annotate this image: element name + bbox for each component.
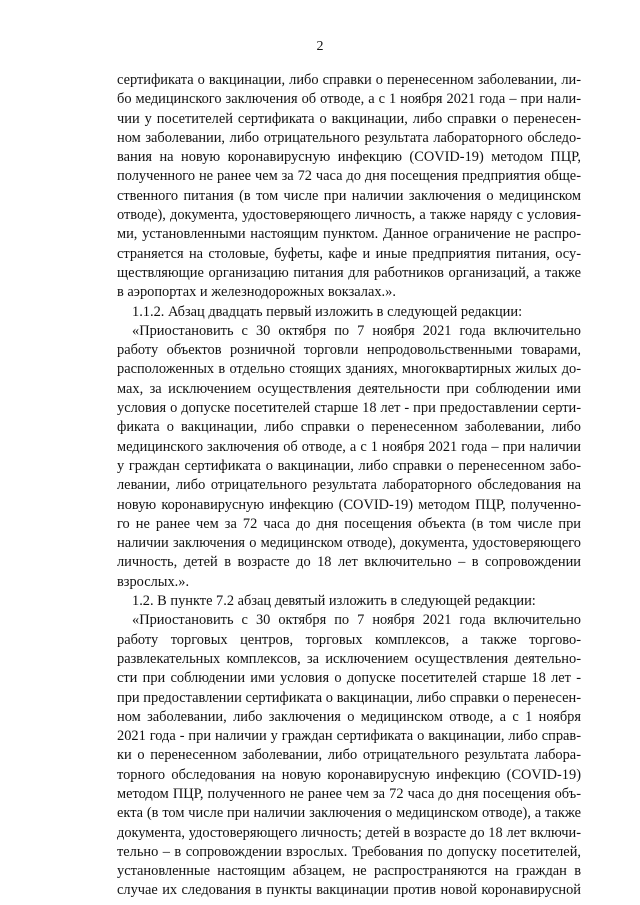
text-line: екта (в том числе при наличии заключения о медицинском отводе), а также [117,805,581,822]
text-line: 1.2. В пункте 7.2 абзац девятый изложить в следующей редакции: [132,593,536,610]
text-line: развлекательных комплексов, за исключением осуществления деятельно- [117,650,581,667]
text-line: расположенных в отдельно стоящих зданиях, многоквартирных жилых до- [117,361,581,378]
text-line: у граждан сертификата о вакцинации, либо справки о перенесенном забо- [117,457,581,474]
text-line: го не ранее чем за 72 часа до дня посещения объекта (в том числе при [117,515,581,532]
text-line: фиката о вакцинации, либо справки о перенесенном заболевании, либо [117,419,581,436]
text-line: случае их следования в пункты вакцинации против новой коронавирусной [117,882,581,899]
text-line: наличии заключения о медицинском отводе), документа, удостоверяющего [117,535,581,552]
text-line: 1.1.2. Абзац двадцать первый изложить в следующей редакции: [132,303,523,320]
text-line: мах, за исключением осуществления деятельности при соблюдении ими [117,380,581,397]
text-line: работу торговых центров, торговых комплексов, а также торгово- [117,631,581,648]
text-line: чии у посетителей сертификата о вакцинации, либо справки о перенесен- [117,110,581,127]
text-line: торного обследования на новую коронавирусную инфекцию (COVID-19) [117,766,581,783]
text-line: личность, детей в возрасте до 18 лет включительно – в сопровождении [117,554,581,571]
text-line: сти при соблюдении ими условия о допуске посетителей старше 18 лет - [117,670,581,687]
text-line: в аэропортах и железнодорожных вокзалах.». [117,284,396,301]
text-line: условия о допуске посетителей старше 18 лет - при предоставлении серти- [117,400,581,417]
text-line: работу объектов розничной торговли непродовольственными товарами, [117,342,581,359]
text-line: бо медицинского заключения об отводе, а с 1 ноября 2021 года – при нали- [117,91,581,108]
text-line: «Приостановить с 30 октября по 7 ноября 2021 года включительно [132,322,581,339]
page-number: 2 [316,39,324,54]
text-line: левании, либо отрицательного результата лабораторного обследования на [117,477,581,494]
text-line: 2021 года - при наличии у граждан сертификата о вакцинации, либо справ- [117,728,581,745]
text-line: отводе), документа, удостоверяющего личность, а также наряду с условия- [117,207,581,224]
text-line: страняется на столовые, буфеты, кафе и иные предприятия питания, осу- [117,245,581,262]
text-line: при предоставлении сертификата о вакцинации, либо справки о перенесен- [117,689,581,706]
text-line: ществляющие организацию питания для работников организаций, а также [117,264,581,281]
text-line: ном заболевании, либо отрицательного результата лабораторного обследо- [117,129,581,146]
text-line: ми, установленными настоящим пунктом. Данное ограничение не распро- [117,226,581,243]
text-line: взрослых.». [117,573,190,590]
text-line: «Приостановить с 30 октября по 7 ноября 2021 года включительно [132,612,581,629]
document-body [117,71,581,901]
text-line: новую коронавирусную инфекцию (COVID-19) методом ПЦР, полученно- [117,496,581,513]
text-line: документа, удостоверяющего личность; детей в возрасте до 18 лет включи- [117,824,581,841]
text-line: вания на новую коронавирусную инфекцию (COVID-19) методом ПЦР, [117,149,581,166]
text-line: медицинского заключения об отводе, а с 1 ноября 2021 года – при наличии [117,438,581,455]
text-line: ном заболевании, либо заключения о медицинском отводе, а с 1 ноября [117,708,581,725]
text-line: методом ПЦР, полученного не ранее чем за 72 часа до дня посещения объ- [117,785,581,802]
text-line: тельно – в сопровождении взрослых. Требования по допуску посетителей, [117,843,581,860]
text-line: сертификата о вакцинации, либо справки о перенесенном заболевании, ли- [117,72,581,88]
text-line: установленные настоящим абзацем, не распространяются на граждан в [117,863,581,880]
text-line: ственного питания (в том числе при наличии заключения о медицинском [117,187,581,204]
text-line: полученного не ранее чем за 72 часа до дня посещения предприятия обще- [117,168,581,185]
text-line: ки о перенесенном заболевании, либо отрицательного результата лабора- [117,747,581,764]
